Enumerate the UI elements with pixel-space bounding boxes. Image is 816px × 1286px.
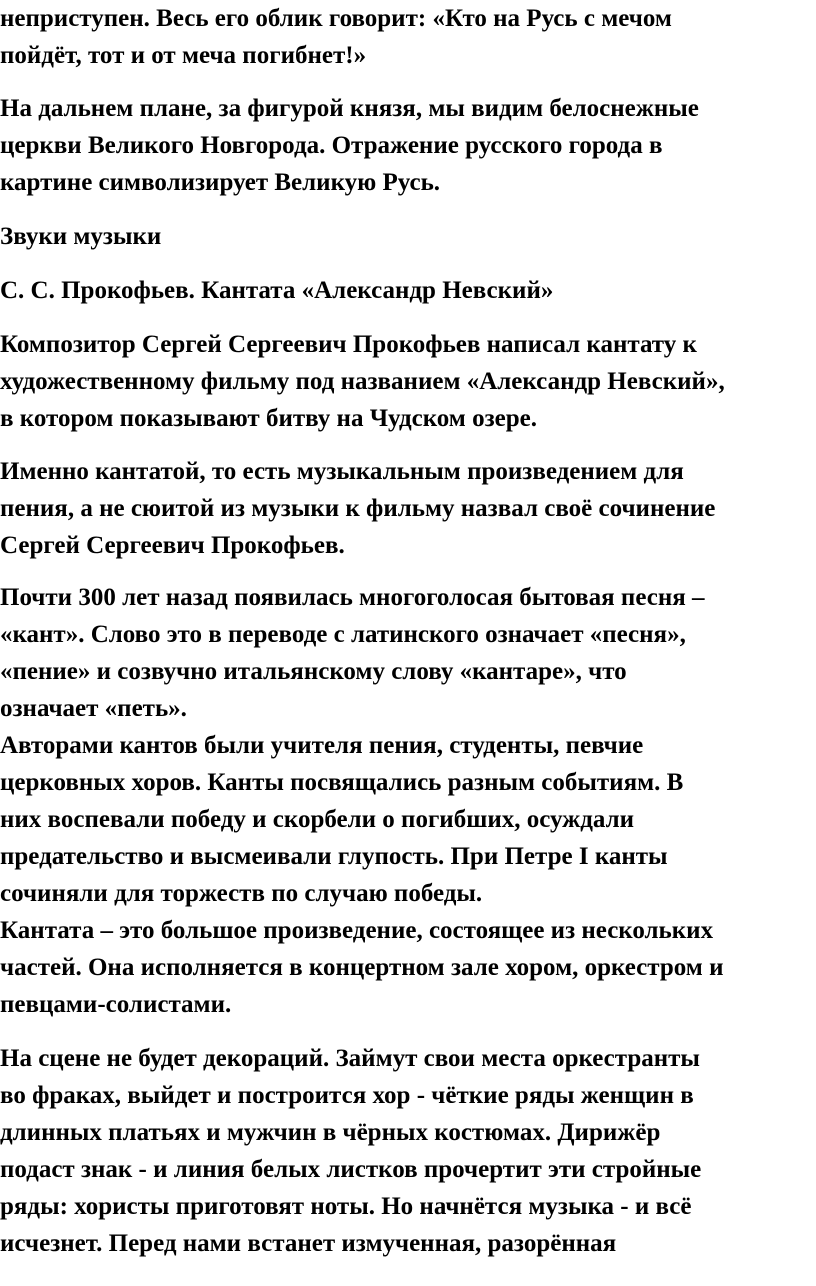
paragraph-6 <box>0 1040 816 1262</box>
text-line: картине символизирует Великую Русь. <box>0 169 441 196</box>
text-line: неприступен. Весь его облик говорит: «Кто на Русь с мечом <box>0 5 672 32</box>
text-line: «кант». Слово это в переводе с латинского означает «песня», <box>0 621 686 648</box>
paragraph-4 <box>0 453 816 564</box>
text-line: художественному фильму под названием «Александр Невский», <box>0 368 725 395</box>
text-line: ряды: хористы приготовят ноты. Но начнётся музыка - и всё <box>0 1193 692 1220</box>
text-line: Звуки музыки <box>0 223 162 250</box>
text-line: предательство и высмеивали глупость. При Петре I канты <box>0 843 668 870</box>
text-line: С. С. Прокофьев. Кантата «Александр Невский» <box>0 277 554 304</box>
text-line: исчезнет. Перед нами встанет измученная, разорённая <box>0 1230 617 1257</box>
text-line: Именно кантатой, то есть музыкальным произведением для <box>0 458 684 485</box>
text-line: означает «петь». <box>0 695 187 722</box>
text-line: церковных хоров. Канты посвящались разным событиям. В <box>0 769 684 796</box>
text-line: Сергей Сергеевич Прокофьев. <box>0 532 345 559</box>
text-line: во фраках, выйдет и построится хор - чёткие ряды женщин в <box>0 1082 694 1109</box>
text-line: пойдёт, тот и от меча погибнет!» <box>0 42 367 69</box>
section-heading <box>0 218 816 255</box>
text-line: них воспевали победу и скорбели о погибших, осуждали <box>0 806 635 833</box>
paragraph-5 <box>0 579 816 1023</box>
text-line: длинных платьях и мужчин в чёрных костюмах. Дирижёр <box>0 1119 661 1146</box>
paragraph-2 <box>0 90 816 201</box>
text-line: Композитор Сергей Сергеевич Прокофьев написал кантату к <box>0 331 697 358</box>
text-line: сочиняли для торжеств по случаю победы. <box>0 880 483 907</box>
text-line: в котором показывают битву на Чудском озере. <box>0 405 537 432</box>
paragraph-1 <box>0 0 816 74</box>
text-line: На дальнем плане, за фигурой князя, мы видим белоснежные <box>0 95 699 122</box>
text-line: пения, а не сюитой из музыки к фильму назвал своё сочинение <box>0 495 716 522</box>
section-subheading <box>0 272 816 309</box>
text-line: подаст знак - и линия белых листков прочертит эти стройные <box>0 1156 702 1183</box>
text-line: певцами-солистами. <box>0 991 232 1018</box>
paragraph-3 <box>0 326 816 437</box>
text-line: «пение» и созвучно итальянскому слову «кантаре», что <box>0 658 627 685</box>
text-line: церкви Великого Новгорода. Отражение русского города в <box>0 132 663 159</box>
text-line: Почти 300 лет назад появилась многоголосая бытовая песня – <box>0 584 705 611</box>
text-line: частей. Она исполняется в концертном зале хором, оркестром и <box>0 954 724 981</box>
text-line: Кантата – это большое произведение, состоящее из нескольких <box>0 917 714 944</box>
text-line: На сцене не будет декораций. Займут свои места оркестранты <box>0 1045 700 1072</box>
text-line: Авторами кантов были учителя пения, студенты, певчие <box>0 732 644 759</box>
